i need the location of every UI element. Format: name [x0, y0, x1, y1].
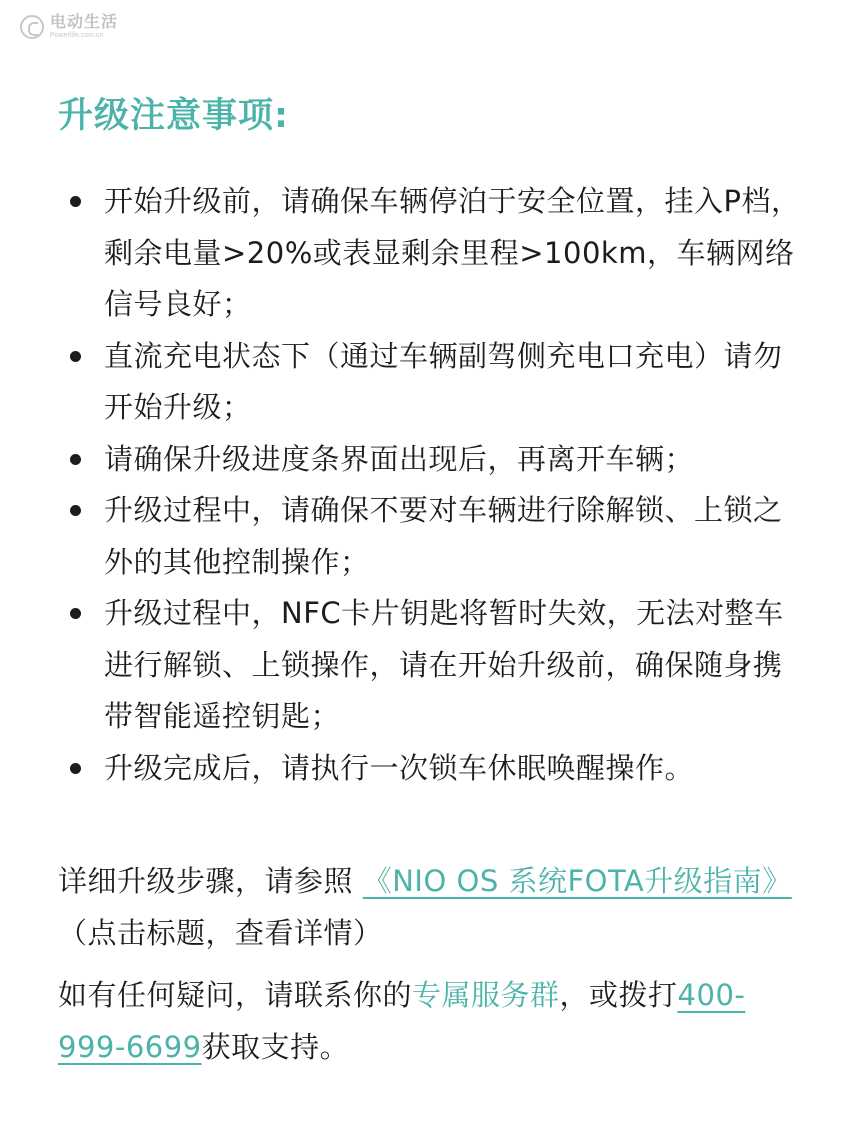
bullet-dot-icon	[70, 351, 81, 362]
notice-list	[66, 176, 806, 794]
list-item	[66, 485, 806, 588]
bullet-dot-icon	[70, 196, 81, 207]
bullet-dot-icon	[70, 608, 81, 619]
fota-guide-link[interactable]: 《NIO OS 系统FOTA升级指南》	[362, 864, 792, 898]
list-item-text: 直流充电状态下（通过车辆副驾侧充电口充电）请勿开始升级；	[104, 338, 783, 424]
watermark-main-text: 电动生活	[50, 12, 119, 31]
contact-prefix: 如有任何疑问，请联系你的	[58, 978, 413, 1012]
list-item-text: 开始升级前，请确保车辆停泊于安全位置，挂入P档，剩余电量>20%或表显剩余里程>100km，车辆网络信号良好；	[104, 184, 801, 321]
watermark-logo	[20, 14, 118, 39]
contact-paragraph	[58, 970, 798, 1073]
guide-prefix: 详细升级步骤，请参照	[58, 864, 363, 898]
guide-paragraph	[58, 856, 798, 959]
contact-middle: ，或拨打	[559, 978, 678, 1012]
list-item	[66, 588, 806, 743]
list-item	[66, 743, 806, 795]
guide-suffix: （点击标题，查看详情）	[58, 915, 383, 950]
list-item-text: 升级过程中，NFC卡片钥匙将暂时失效，无法对整车进行解锁、上锁操作，请在开始升级前，确保随身携带智能遥控钥匙；	[104, 596, 784, 733]
bullet-dot-icon	[70, 454, 81, 465]
bullet-dot-icon	[70, 763, 81, 774]
watermark-text	[50, 14, 118, 39]
list-item-text: 升级过程中，请确保不要对车辆进行除解锁、上锁之外的其他控制操作；	[104, 493, 783, 579]
list-item	[66, 331, 806, 434]
powerlife-logo-icon	[20, 15, 44, 39]
list-item	[66, 434, 806, 486]
phone-number-link[interactable]: 400-999-6699	[58, 978, 746, 1064]
watermark-sub-text: Powerlife.com.cn	[50, 32, 104, 39]
list-item-text: 请确保升级进度条界面出现后，再离开车辆；	[104, 441, 695, 476]
list-item-text: 升级完成后，请执行一次锁车休眠唤醒操作。	[104, 750, 695, 785]
page-title: 升级注意事项:	[58, 96, 289, 136]
service-group-link[interactable]: 专属服务群	[412, 978, 560, 1012]
contact-suffix: 获取支持。	[201, 1029, 350, 1064]
list-item	[66, 176, 806, 331]
bullet-dot-icon	[70, 505, 81, 516]
